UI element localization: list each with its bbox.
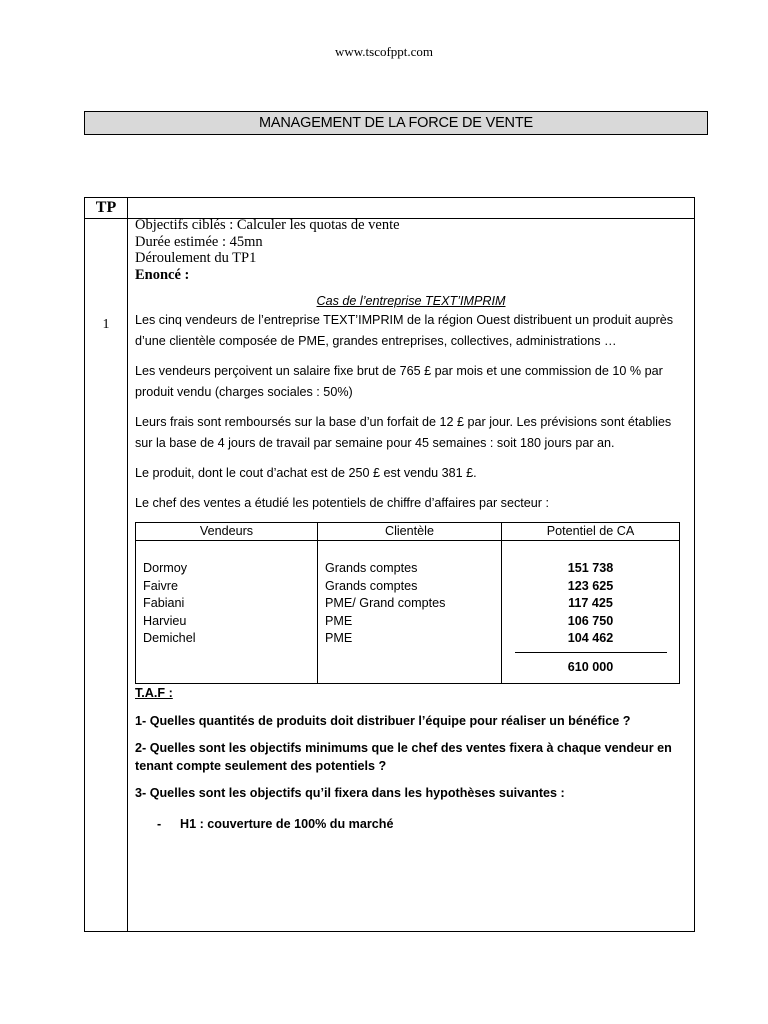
- clientele-value: Grands comptes: [325, 578, 418, 593]
- clientele-value: Grands comptes: [325, 561, 418, 575]
- taf-question: 3- Quelles sont les objectifs qu’il fixera dans les hypothèses suivantes :: [135, 786, 565, 800]
- clientele-value: PME/ Grand comptes: [325, 596, 446, 610]
- deroulement-line: Déroulement du TP1: [135, 250, 257, 266]
- vendeurs-cell: [136, 541, 318, 684]
- taf-label: T.A.F :: [135, 686, 173, 700]
- page-title: MANAGEMENT DE LA FORCE DE VENTE: [84, 111, 708, 135]
- potentiel-table: [135, 522, 680, 684]
- case-paragraph: Le produit, dont le cout d’achat est de 250 £ est vendu 381 £.: [135, 466, 477, 480]
- potentiel-value: 117 425: [568, 596, 613, 610]
- tp-number: 1: [102, 317, 110, 332]
- column-divider: [127, 198, 128, 931]
- enonce-label: Enoncé :: [135, 266, 190, 283]
- total-rule: [515, 652, 667, 653]
- clientele-value: PME: [325, 631, 353, 645]
- hypothese-item: [135, 815, 687, 833]
- site-url: www.tscofppt.com: [334, 44, 434, 59]
- taf-question: 1- Quelles quantités de produits doit distribuer l’équipe pour réaliser un bénéfice ?: [135, 714, 631, 728]
- potentiel-value: 151 738: [567, 561, 614, 575]
- potentiel-total: 610 000: [567, 659, 614, 674]
- case-paragraph: Les cinq vendeurs de l’entreprise TEXT’IMPRIM de la région Ouest distribuent un produit auprès d’une clientèle composée de PME, grandes entreprises, collectives, administrations …: [135, 313, 674, 348]
- potentiel-cell: [502, 541, 680, 684]
- vendeur-name: Demichel: [143, 631, 196, 645]
- column-header-vendeurs: Vendeurs: [136, 523, 318, 541]
- objectifs-line: Objectifs ciblés : Calculer les quotas de vente: [135, 217, 400, 233]
- vendeur-name: Harvieu: [143, 613, 187, 628]
- case-title: Cas de l’entreprise TEXT’IMPRIM: [316, 294, 506, 308]
- tp-label: TP: [95, 199, 117, 216]
- list-dash: -: [157, 817, 162, 831]
- case-paragraph: Les vendeurs perçoivent un salaire fixe brut de 765 £ par mois et une commission de 10 % par produit vendu (charges sociales : 50%): [135, 364, 663, 399]
- clientele-value: PME: [325, 613, 353, 628]
- vendeur-name: Dormoy: [143, 561, 188, 575]
- clientele-cell: [318, 541, 502, 684]
- vendeur-name: Faivre: [143, 578, 178, 593]
- column-header-potentiel: Potentiel de CA: [502, 523, 680, 541]
- potentiel-value: 104 462: [567, 631, 614, 645]
- case-paragraph: Leurs frais sont remboursés sur la base d’un forfait de 12 £ par jour. Les prévisions sont établies sur la base de 4 jours de travail par semaine pour 45 semaines : soit 180 jours par an.: [135, 415, 672, 450]
- tp-content: [135, 217, 687, 833]
- vendeur-name: Fabiani: [143, 596, 185, 610]
- case-paragraph: Le chef des ventes a étudié les potentiels de chiffre d’affaires par secteur :: [135, 496, 549, 510]
- tp-meta: [135, 217, 687, 283]
- taf-question: 2- Quelles sont les objectifs minimums que le chef des ventes fixera à chaque vendeur en tenant compte seulement des potentiels ?: [135, 741, 672, 773]
- potentiel-value: 106 750: [567, 613, 614, 628]
- column-header-clientele: Clientèle: [318, 523, 502, 541]
- hypothese-text: H1 : couverture de 100% du marché: [180, 817, 394, 831]
- potentiel-value: 123 625: [567, 578, 614, 593]
- duree-line: Durée estimée : 45mn: [135, 233, 263, 250]
